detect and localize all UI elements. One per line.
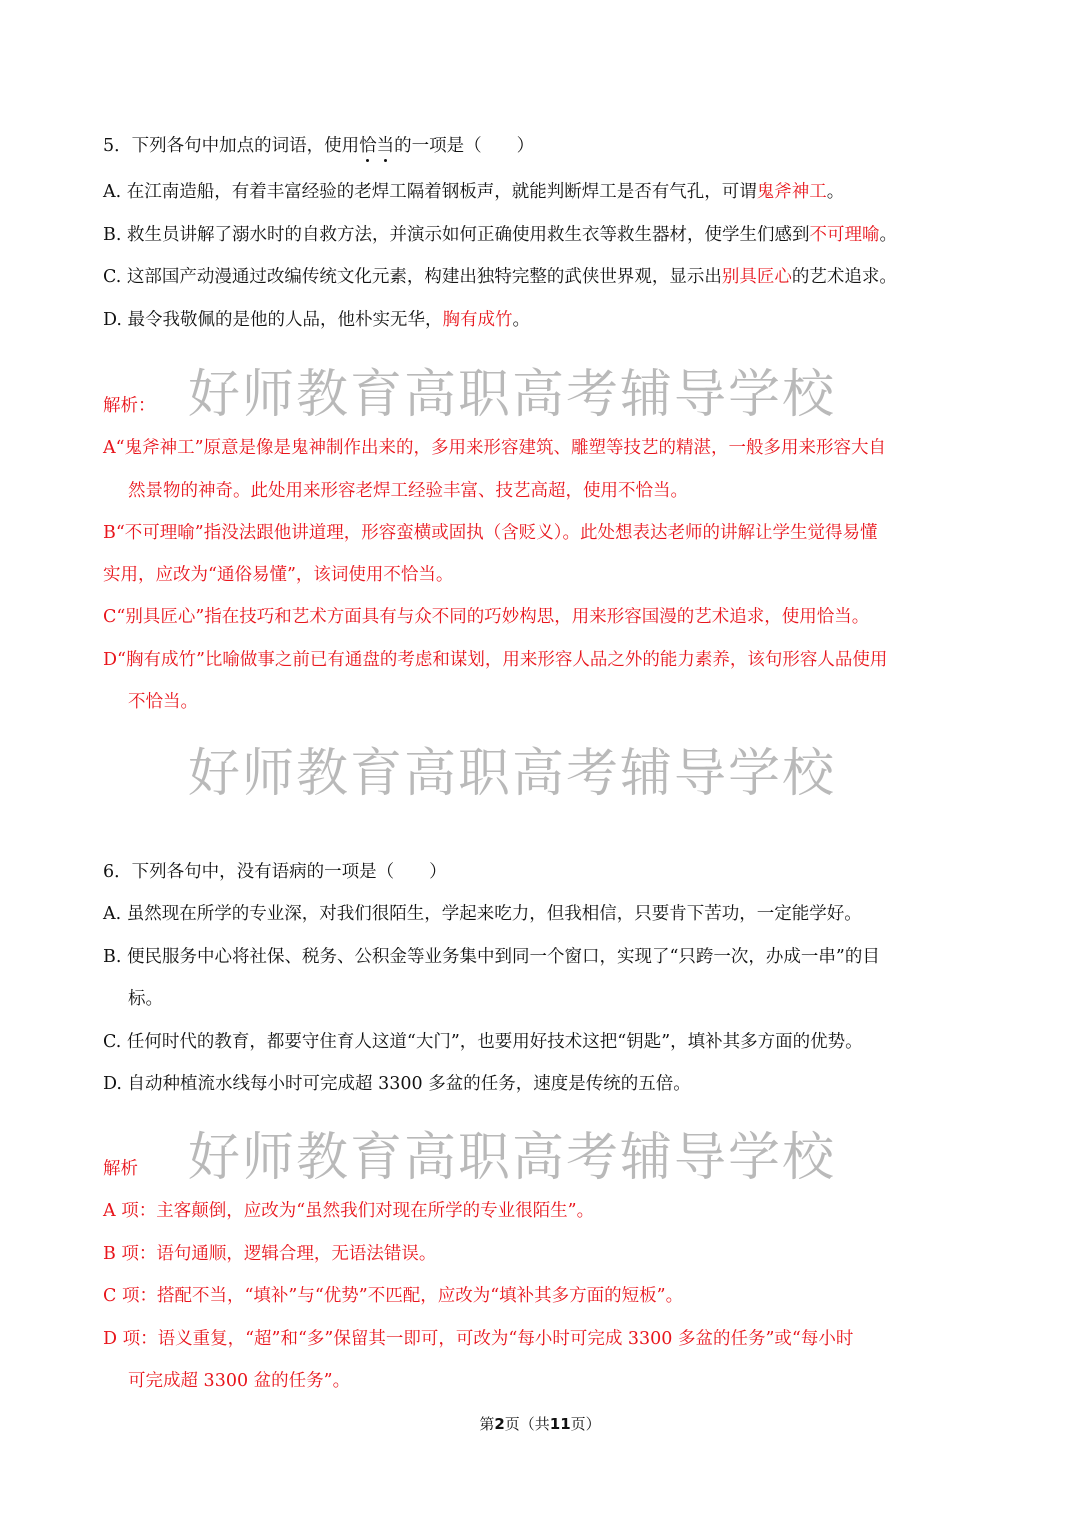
analysis-a: A 项：主客颠倒，应改为“虽然我们对现在所学的专业很陌生”。 [103,1201,595,1221]
analysis-c: C 项：搭配不当，“填补”与“优势”不匹配，应改为“填补其多方面的短板”。 [103,1286,684,1306]
q5-option-c: C. 这部国产动漫通过改编传统文化元素，构建出独特完整的武侠世界观，显示出别具匠心的艺术追求。 [103,267,897,287]
analysis-b: B 项：语句通顺，逻辑合理，无语法错误。 [103,1244,437,1264]
page-number: 2 [494,1415,505,1433]
q6-option-d: D. 自动种植流水线每小时可完成超 3300 多盆的任务，速度是传统的五倍。 [103,1074,691,1094]
highlighted-term: 胸有成竹 [442,310,513,330]
watermark: 好师教育高职高考辅导学校 [188,1128,837,1188]
page-footer: 第2页（共11页） [479,1415,601,1433]
q6-option-b-line2: 标。 [128,989,163,1009]
q5-option-a: A. 在江南造船，有着丰富经验的老焊工隔着钢板声，就能判断焊工是否有气孔，可谓鬼斧神工。 [103,182,845,202]
page-total: 11 [549,1415,571,1433]
q5-option-d: D. 最令我敬佩的是他的人品，他朴实无华，胸有成竹。 [103,310,531,330]
q6-option-c: C. 任何时代的教育，都要守住育人这道“大门”，也要用好技术这把“钥匙”，填补其多方面的优势。 [103,1032,863,1052]
highlighted-term: 别具匠心 [721,267,792,287]
analysis-d-line1: D“胸有成竹”比喻做事之前已有通盘的考虑和谋划，用来形容人品之外的能力素养，该句形容人品使用 [103,650,888,670]
analysis-a-line1: A“鬼斧神工”原意是像是鬼神制作出来的，多用来形容建筑、雕塑等技艺的精湛，一般多用来形容大自 [103,438,887,458]
q6-option-b-line1: B. 便民服务中心将社保、税务、公积金等业务集中到同一个窗口，实现了“只跨一次，办成一串”的目 [103,947,880,967]
analysis-a-line2: 然景物的神奇。此处用来形容老焊工经验丰富、技艺高超，使用不恰当。 [128,481,688,501]
analysis-label: 解析 [103,1159,138,1179]
highlighted-term: 鬼斧神工 [756,182,827,202]
watermark: 好师教育高职高考辅导学校 [188,744,837,804]
watermark: 好师教育高职高考辅导学校 [188,365,837,425]
analysis-c-line1: C“别具匠心”指在技巧和艺术方面具有与众不同的巧妙构思，用来形容国漫的艺术追求，使用恰当。 [103,607,870,627]
emphasis-dot-char: 当 [376,136,395,156]
analysis-d-line2: 可完成超 3300 盆的任务”。 [128,1371,351,1391]
q6-option-a: A. 虽然现在所学的专业深，对我们很陌生，学起来吃力，但我相信，只要肯下苦功，一定能学好。 [103,904,862,924]
analysis-d-line1: D 项：语义重复，“超”和“多”保留其一即可，可改为“每小时可完成 3300 多盆的任务”或“每小时 [103,1329,854,1349]
analysis-b-line1: B“不可理喻”指没法跟他讲道理，形容蛮横或固执（含贬义）。此处想表达老师的讲解让学生觉得易懂 [103,523,878,543]
analysis-b-line2: 实用，应改为“通俗易懂”，该词使用不恰当。 [103,565,454,585]
q5-stem: 5．下列各句中加点的词语，使用恰当的一项是（ ） [103,136,535,156]
highlighted-term: 不可理喻 [809,225,880,245]
q6-stem: 6．下列各句中，没有语病的一项是（ ） [103,862,447,882]
q5-option-b: B. 救生员讲解了溺水时的自救方法，并演示如何正确使用救生衣等救生器材，使学生们感到不可理喻。 [103,225,897,245]
analysis-d-line2: 不恰当。 [128,692,198,712]
emphasis-dot-char: 恰 [359,136,377,156]
analysis-label: 解析： [103,396,156,416]
